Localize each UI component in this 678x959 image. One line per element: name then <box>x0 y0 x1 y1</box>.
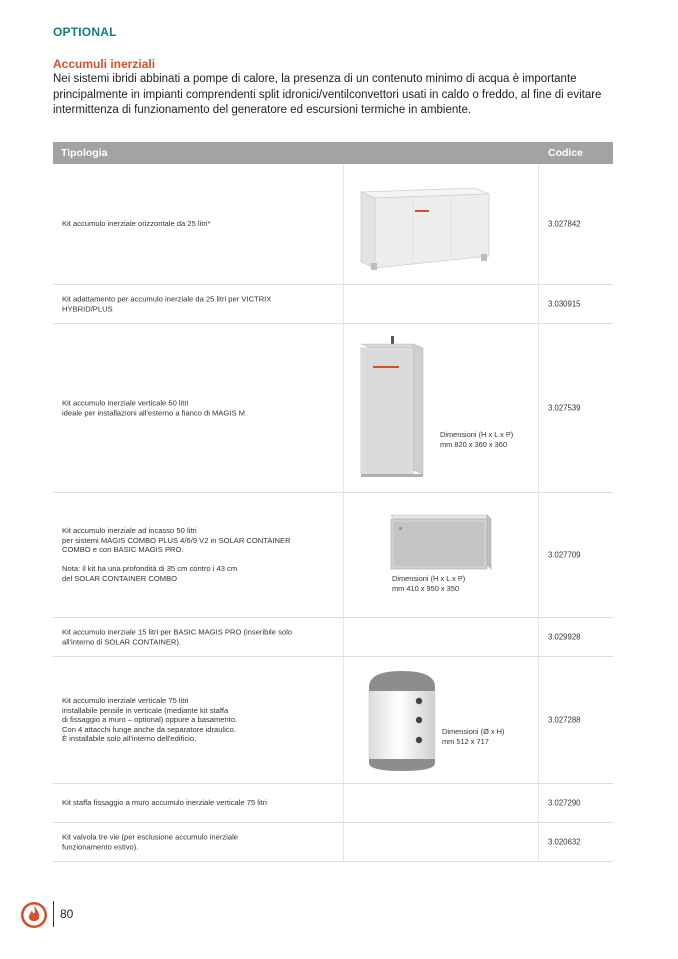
row-dimensions: Dimensioni (H x L x P) mm 820 x 360 x 360 <box>440 430 514 449</box>
row-code: 3.027709 <box>548 550 581 560</box>
footer-separator <box>53 901 54 927</box>
row-code: 3.027288 <box>548 715 581 725</box>
vertical-tank-image <box>343 324 538 492</box>
table-row <box>53 324 613 493</box>
table-row <box>53 784 613 823</box>
row-code: 3.027842 <box>548 219 581 229</box>
row-code: 3.027290 <box>548 798 581 808</box>
table-row <box>53 823 613 862</box>
row-description: Kit accumulo inerziale 15 litri per BASIC MAGIS PRO (inseribile solo all'interno di SOLAR CONTAINER). <box>62 627 293 646</box>
table-row <box>53 618 613 657</box>
cylinder-tank-image <box>343 657 538 783</box>
product-table <box>53 142 613 862</box>
row-description: Kit accumulo inerziale orizzontale da 25 litri* <box>62 219 211 229</box>
intro-text: Nei sistemi ibridi abbinati a pompe di calore, la presenza di un contenuto minimo di acqua è importante principalmente in impianti comprendenti split idronici/ventilconvettori usati in caldo o freddo, al fine di evitare intermittenza di funzionamento del generatore ed escursioni termiche in ambiente. <box>53 73 602 116</box>
section-label: OPTIONAL <box>53 25 117 39</box>
page-number: 80 <box>60 907 74 921</box>
row-description: Kit valvola tre vie (per esclusione accumulo inerziale funzionamento estivo). <box>62 832 239 851</box>
row-code: 3.027539 <box>548 403 581 413</box>
row-description: Kit accumulo inerziale verticale 50 litri ideale per installazioni all'esterno a fianco di MAGIS M <box>62 398 245 417</box>
row-description: Kit accumulo inerziale ad incasso 50 litri per sistemi MAGIS COMBO PLUS 4/6/9 V2 in SOLAR CONTAINER COMBO e con BASIC MAGIS PRO. Nota: il kit ha una profondità di 35 cm contro i 43 cm del SOLAR CONTAINER COMBO <box>62 526 291 584</box>
builtin-tank-image <box>343 493 538 617</box>
table-row <box>53 164 613 285</box>
header-type: Tipologia <box>61 147 108 159</box>
row-code: 3.029928 <box>548 632 581 642</box>
intro-title: Accumuli inerziali <box>53 57 156 71</box>
header-code: Codice <box>548 147 584 159</box>
brand-flame-icon <box>20 901 48 929</box>
table-row <box>53 657 613 784</box>
horizontal-tank-image <box>343 164 538 284</box>
row-code: 3.030915 <box>548 299 581 309</box>
row-description: Kit staffa fissaggio a muro accumulo inerziale verticale 75 litri <box>62 798 267 808</box>
row-description: Kit accumulo inerziale verticale 75 litri installabile pensile in verticale (mediante kit staffa di fissaggio a muro – optional) oppure a basamento. Con 4 attacchi funge anche da separatore idraulico. È installabile solo all'interno dell'edificio. <box>62 696 238 744</box>
row-dimensions: Dimensioni (Ø x H) mm 512 x 717 <box>442 727 505 746</box>
table-header <box>53 142 613 164</box>
row-description: Kit adattamento per accumulo inerziale da 25 litri per VICTRIX HYBRID/PLUS <box>62 294 272 313</box>
row-dimensions: Dimensioni (H x L x P) mm 410 x 950 x 350 <box>392 574 466 593</box>
row-code: 3.020632 <box>548 837 581 847</box>
table-row <box>53 285 613 324</box>
intro-block <box>53 57 613 119</box>
table-row <box>53 493 613 618</box>
